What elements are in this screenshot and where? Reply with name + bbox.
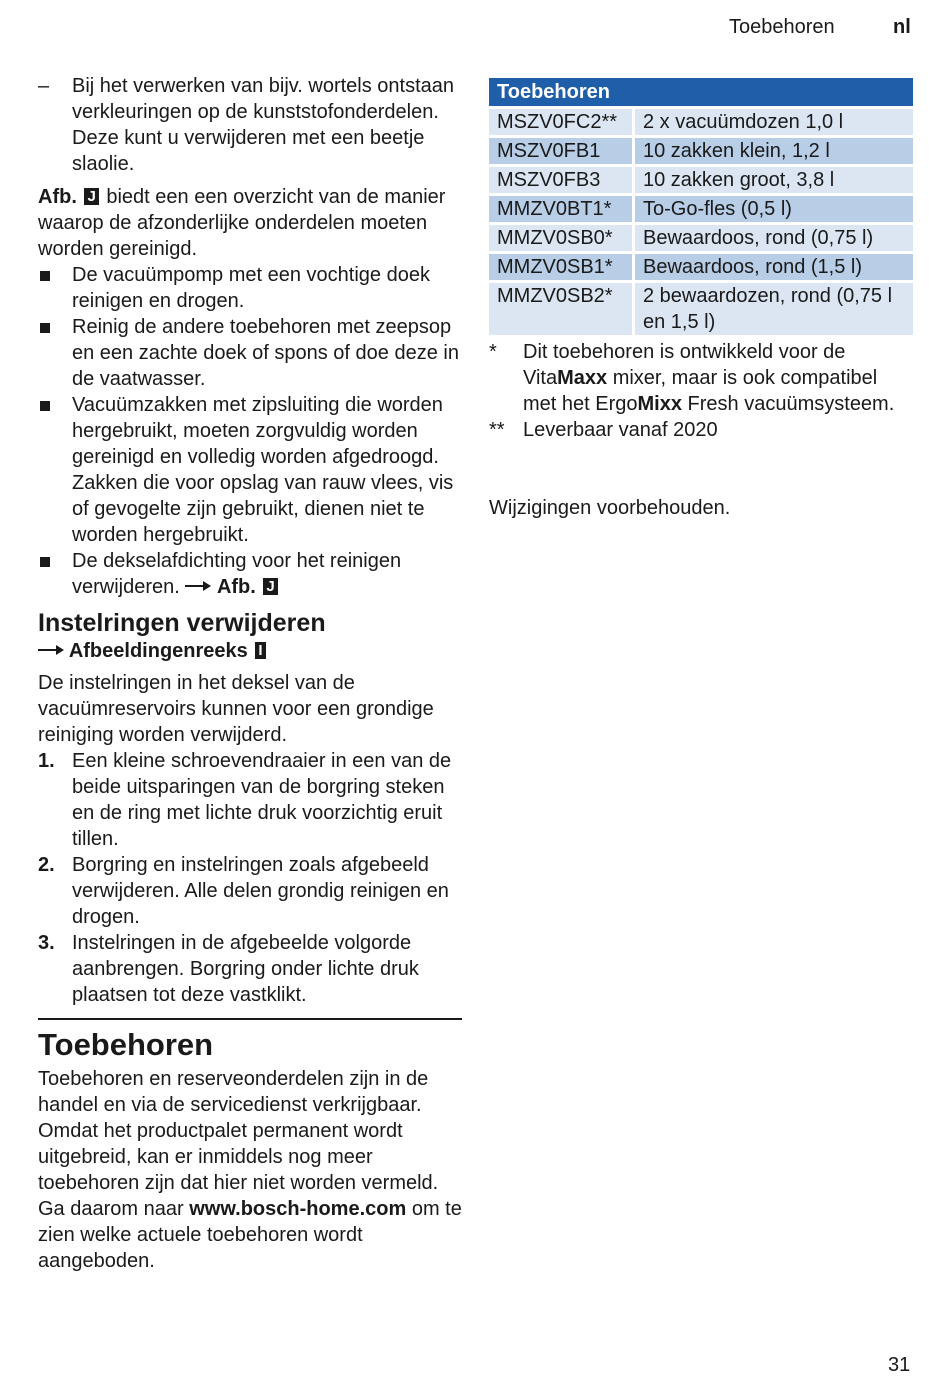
square-bullet-icon bbox=[40, 271, 50, 281]
dash-item-text: Bij het verwerken van bijv. wortels ontstaan verkleuringen op de kunststofonderdelen. Deze kunt u verwijderen met een beetje slaolie. bbox=[72, 75, 455, 175]
table-row bbox=[489, 164, 913, 193]
table-cell-code: MSZV0FB3 bbox=[489, 164, 635, 193]
accessories-text-end: om te zien welke actuele toebehoren wordt aangeboden. bbox=[38, 1198, 462, 1272]
step-item bbox=[38, 930, 462, 1008]
square-bullet-icon bbox=[40, 401, 50, 411]
table-cell-desc: To-Go-fles (0,5 l) bbox=[635, 193, 913, 222]
table-title: Toebehoren bbox=[489, 78, 913, 106]
table-cell-desc: 2 bewaardozen, rond (0,75 l en 1,5 l) bbox=[635, 280, 913, 335]
accessories-table bbox=[489, 78, 913, 335]
page-header bbox=[0, 16, 950, 42]
table-row bbox=[489, 222, 913, 251]
accessories-text: Toebehoren en reserveonderdelen zijn in de handel en via de servicedienst verkrijgbaar. Omdat het productpalet permanent wordt uitgebreid, kan er inmiddels nog meer toebehoren zijn dat hier niet worden vermeld. Ga daarom naar bbox=[38, 1068, 439, 1220]
list-item bbox=[38, 262, 462, 314]
reservation-note: Wijzigingen voorbehouden. bbox=[489, 497, 731, 519]
square-bullet-icon bbox=[40, 323, 50, 333]
right-column bbox=[489, 78, 913, 521]
footnote-marker: * bbox=[489, 341, 497, 363]
table-cell-code: MSZV0FC2** bbox=[489, 106, 635, 135]
step-number: 3. bbox=[38, 932, 55, 954]
list-item-text: Reinig de andere toebehoren met zeepsop en een zachte doek of spons of doe deze in de vaatwasser. bbox=[72, 316, 459, 390]
table-cell-code: MMZV0SB1* bbox=[489, 251, 635, 280]
footnote bbox=[489, 339, 913, 417]
arrow-right-icon bbox=[38, 644, 64, 656]
table-row bbox=[489, 106, 913, 135]
table-cell-code: MMZV0BT1* bbox=[489, 193, 635, 222]
cleaning-list bbox=[38, 262, 462, 600]
afb-label: Afb. bbox=[38, 186, 77, 208]
footnotes bbox=[489, 339, 913, 443]
table-row bbox=[489, 251, 913, 280]
accessories-paragraph bbox=[38, 1066, 462, 1274]
arrow-right-icon bbox=[185, 580, 211, 592]
step-item bbox=[38, 852, 462, 930]
table-cell-code: MMZV0SB0* bbox=[489, 222, 635, 251]
step-number: 2. bbox=[38, 854, 55, 876]
header-language: nl bbox=[893, 16, 911, 38]
dash-marker: – bbox=[38, 75, 50, 97]
figure-series-ref bbox=[38, 638, 462, 664]
brand-emphasis: Mixx bbox=[637, 393, 682, 415]
step-text: Instelringen in de afgebeelde volgorde aanbrengen. Borgring onder lichte druk plaatsen tot deze vastklikt. bbox=[72, 932, 419, 1006]
square-bullet-icon bbox=[40, 557, 50, 567]
figure-badge: I bbox=[255, 642, 265, 659]
footnote bbox=[489, 417, 913, 443]
step-number: 1. bbox=[38, 750, 55, 772]
list-item-text: Vacuümzakken met zipsluiting die worden hergebruikt, moeten zorgvuldig worden gereinigd en volledig worden afgedroogd. Zakken die voor opslag van rauw vlees, vis of gevogelte zijn gebruikt, dienen niet te worden hergebruikt. bbox=[72, 394, 454, 546]
table-cell-code: MSZV0FB1 bbox=[489, 135, 635, 164]
left-column bbox=[38, 73, 462, 1274]
dash-item bbox=[38, 73, 462, 177]
header-section-title: Toebehoren bbox=[729, 16, 835, 38]
table-row bbox=[489, 280, 913, 335]
list-item bbox=[38, 314, 462, 392]
footnote-text: Dit toebehoren is ontwikkeld voor de Vita bbox=[523, 341, 846, 389]
list-item-text: De vacuümpomp met een vochtige doek reinigen en drogen. bbox=[72, 264, 430, 312]
table-cell-code: MMZV0SB2* bbox=[489, 280, 635, 335]
afb-text: biedt een een overzicht van de manier waarop de afzonderlijke onderdelen moeten worden gereinigd. bbox=[38, 186, 446, 260]
brand-emphasis: Maxx bbox=[557, 367, 608, 389]
table-cell-desc: Bewaardoos, rond (1,5 l) bbox=[635, 251, 913, 280]
steps-list bbox=[38, 748, 462, 1008]
afb-paragraph bbox=[38, 184, 462, 262]
list-item bbox=[38, 548, 462, 600]
footnote-text: Leverbaar vanaf 2020 bbox=[523, 419, 718, 441]
table-cell-desc: 2 x vacuümdozen 1,0 l bbox=[635, 106, 913, 135]
footnote-text: mixer, maar is ook compatibel met het Ergo bbox=[523, 367, 878, 415]
intro-paragraph: De instelringen in het deksel van de vacuümreservoirs kunnen voor een grondige reiniging worden verwijderd. bbox=[38, 672, 434, 746]
series-label: Afbeeldingenreeks bbox=[68, 640, 248, 662]
footnote-marker: ** bbox=[489, 419, 505, 441]
step-text: Een kleine schroevendraaier in een van de beide uitsparingen van de borgring steken en de ring met lichte druk voorzichtig eruit tillen. bbox=[72, 750, 452, 850]
table-row bbox=[489, 135, 913, 164]
website-link[interactable]: www.bosch-home.com bbox=[189, 1198, 407, 1220]
table-row bbox=[489, 193, 913, 222]
step-item bbox=[38, 748, 462, 852]
section-heading: Instelringen verwijderen bbox=[38, 609, 326, 637]
figure-badge: J bbox=[263, 578, 277, 595]
section-divider bbox=[38, 1018, 462, 1020]
figure-badge: J bbox=[84, 188, 98, 205]
list-item bbox=[38, 392, 462, 548]
table-cell-desc: Bewaardoos, rond (0,75 l) bbox=[635, 222, 913, 251]
main-heading: Toebehoren bbox=[38, 1027, 214, 1062]
afb-ref-label: Afb. bbox=[216, 576, 256, 598]
page-number: 31 bbox=[888, 1354, 911, 1376]
table-cell-desc: 10 zakken groot, 3,8 l bbox=[635, 164, 913, 193]
step-text: Borgring en instelringen zoals afgebeeld verwijderen. Alle delen grondig reinigen en drogen. bbox=[72, 854, 449, 928]
list-item-text: De dekselafdichting voor het reinigen verwijderen. bbox=[72, 550, 402, 598]
footnote-text: Fresh vacuümsysteem. bbox=[687, 393, 895, 415]
table-cell-desc: 10 zakken klein, 1,2 l bbox=[635, 135, 913, 164]
